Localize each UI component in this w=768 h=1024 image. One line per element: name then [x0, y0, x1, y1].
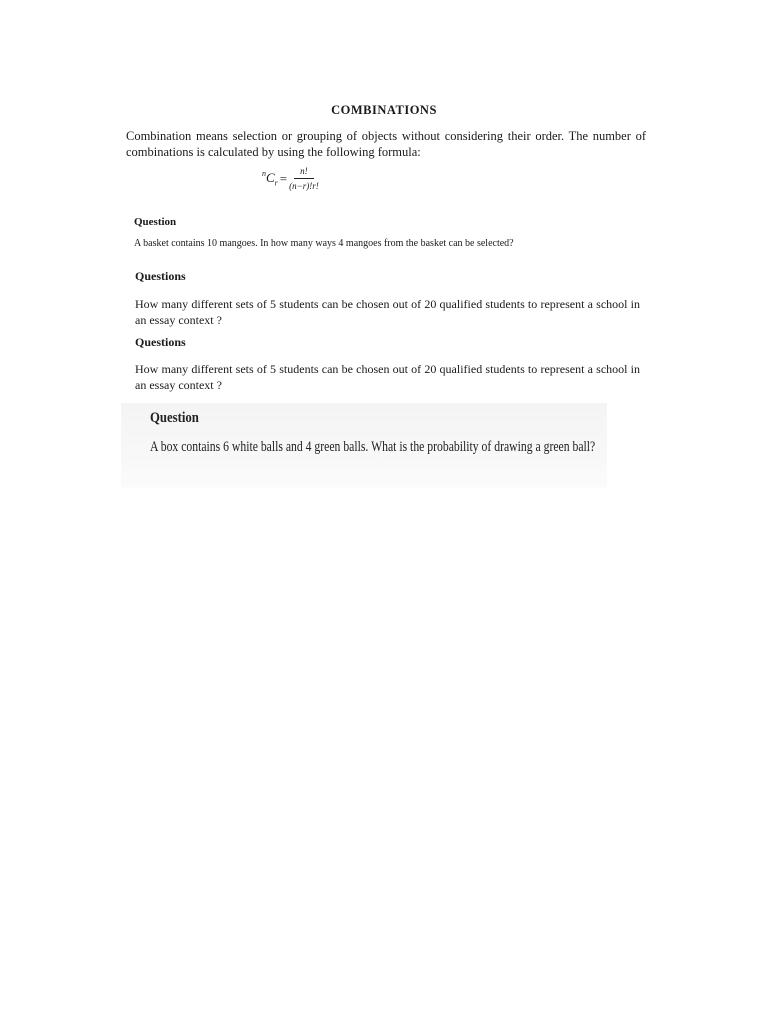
page-title: COMBINATIONS: [331, 103, 437, 117]
formula-lhs-subscript: r: [274, 178, 278, 188]
question-3-heading: Questions: [135, 335, 186, 349]
formula-fraction: [289, 166, 319, 191]
question-1-text: A basket contains 10 mangoes. In how many ways 4 mangoes from the basket can be selected?: [134, 238, 514, 249]
intro-paragraph: Combination means selection or grouping of objects without considering their order. The number of combinations is calculated by using the following formula:: [126, 129, 646, 159]
question-4-text: A box contains 6 white balls and 4 green balls. What is the probability of drawing a green ball?: [150, 439, 596, 455]
formula-denominator: (n−r)!r!: [289, 181, 319, 191]
question-1-heading: Question: [134, 216, 177, 228]
formula-lhs-superscript: n: [262, 169, 266, 179]
formula-equals: =: [279, 170, 288, 186]
question-3-text: How many different sets of 5 students can be chosen out of 20 qualified students to represent a school in an essay context ?: [135, 362, 640, 392]
question-2-heading: Questions: [135, 269, 186, 283]
question-2-text: How many different sets of 5 students can be chosen out of 20 qualified students to represent a school in an essay context ?: [135, 297, 640, 327]
combination-formula: [262, 166, 319, 191]
formula-lhs-symbol: C: [266, 170, 275, 186]
formula-numerator: n!: [294, 166, 314, 179]
scanned-question-panel: [121, 403, 607, 488]
question-4-heading: Question: [150, 410, 199, 426]
formula-lhs: [262, 169, 278, 188]
